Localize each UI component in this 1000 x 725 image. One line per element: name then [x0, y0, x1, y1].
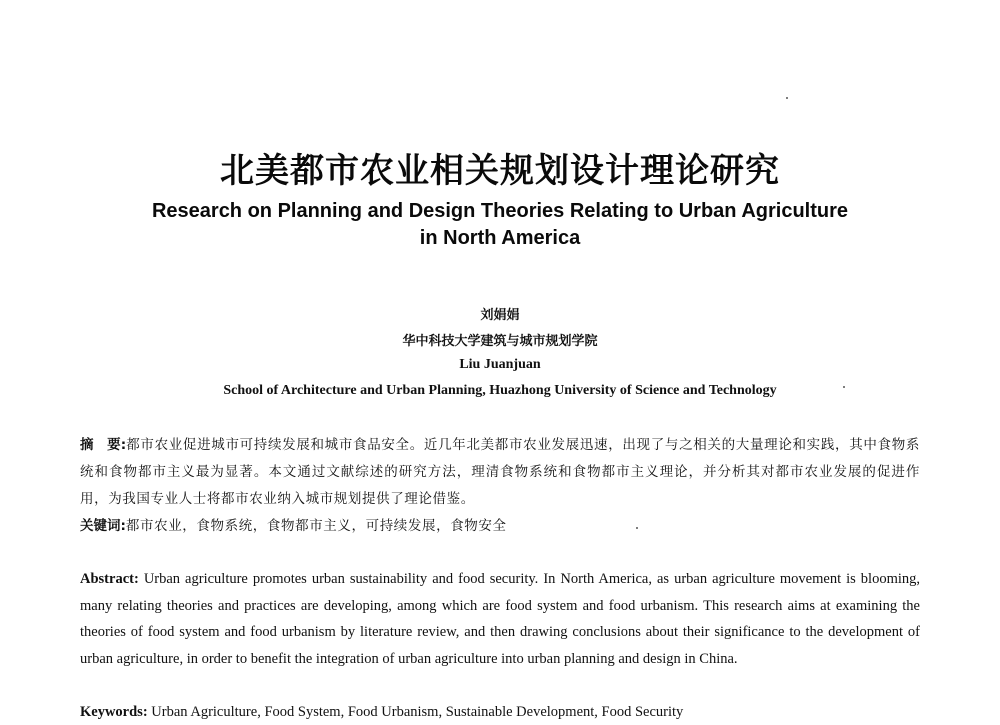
- keywords-chinese-text: 都市农业，食物系统，食物都市主义，可持续发展，食物安全: [125, 518, 507, 534]
- keywords-chinese: [80, 513, 920, 540]
- abstract-chinese-label: 摘 要:: [80, 437, 127, 453]
- title-english: Research on Planning and Design Theories Relating to Urban Agriculture in North America: [151, 200, 849, 249]
- keywords-english-text: Urban Agriculture, Food System, Food Urbanism, Sustainable Development, Food Security: [151, 704, 684, 720]
- affiliation-english: School of Architecture and Urban Planning, Huazhong University of Science and Technology: [223, 383, 777, 398]
- keywords-english-label: Keywords:: [80, 704, 148, 720]
- keywords-english: [80, 699, 920, 725]
- abstract-english-label: Abstract:: [80, 571, 139, 587]
- abstract-english-text: Urban agriculture promotes urban sustainability and food security. In North America, as urban agriculture movement is blooming, many relating theories and practices are developing, among which are food system and food urbanism. This research aims at examining the theories of food system and food urbanism by literature review, and then drawing conclusions about their significance to the development of urban agriculture, in order to benefit the integration of urban agriculture into urban planning and design in China.: [80, 571, 921, 667]
- scan-speck: [843, 386, 845, 388]
- affiliation-chinese: 华中科技大学建筑与城市规划学院: [402, 334, 598, 349]
- abstract-chinese-text: 都市农业促进城市可持续发展和城市食品安全。近几年北美都市农业发展迅速，出现了与之相关的大量理论和实践，其中食物系统和食物都市主义最为显著。本文通过文献综述的研究方法，理清食物系统和食物都市主义理论，并分析其对都市农业发展的促进作用，为我国专业人士将都市农业纳入城市规划提供了理论借鉴。: [80, 437, 920, 507]
- author-chinese: 刘娟娟: [480, 308, 520, 323]
- scan-speck: [636, 527, 638, 529]
- abstract-english: [80, 566, 920, 672]
- abstract-chinese: [80, 432, 920, 513]
- title-chinese: 北美都市农业相关规划设计理论研究: [220, 151, 780, 191]
- scan-speck: [786, 97, 788, 99]
- author-english: Liu Juanjuan: [459, 357, 541, 372]
- keywords-chinese-label: 关键词:: [80, 518, 126, 534]
